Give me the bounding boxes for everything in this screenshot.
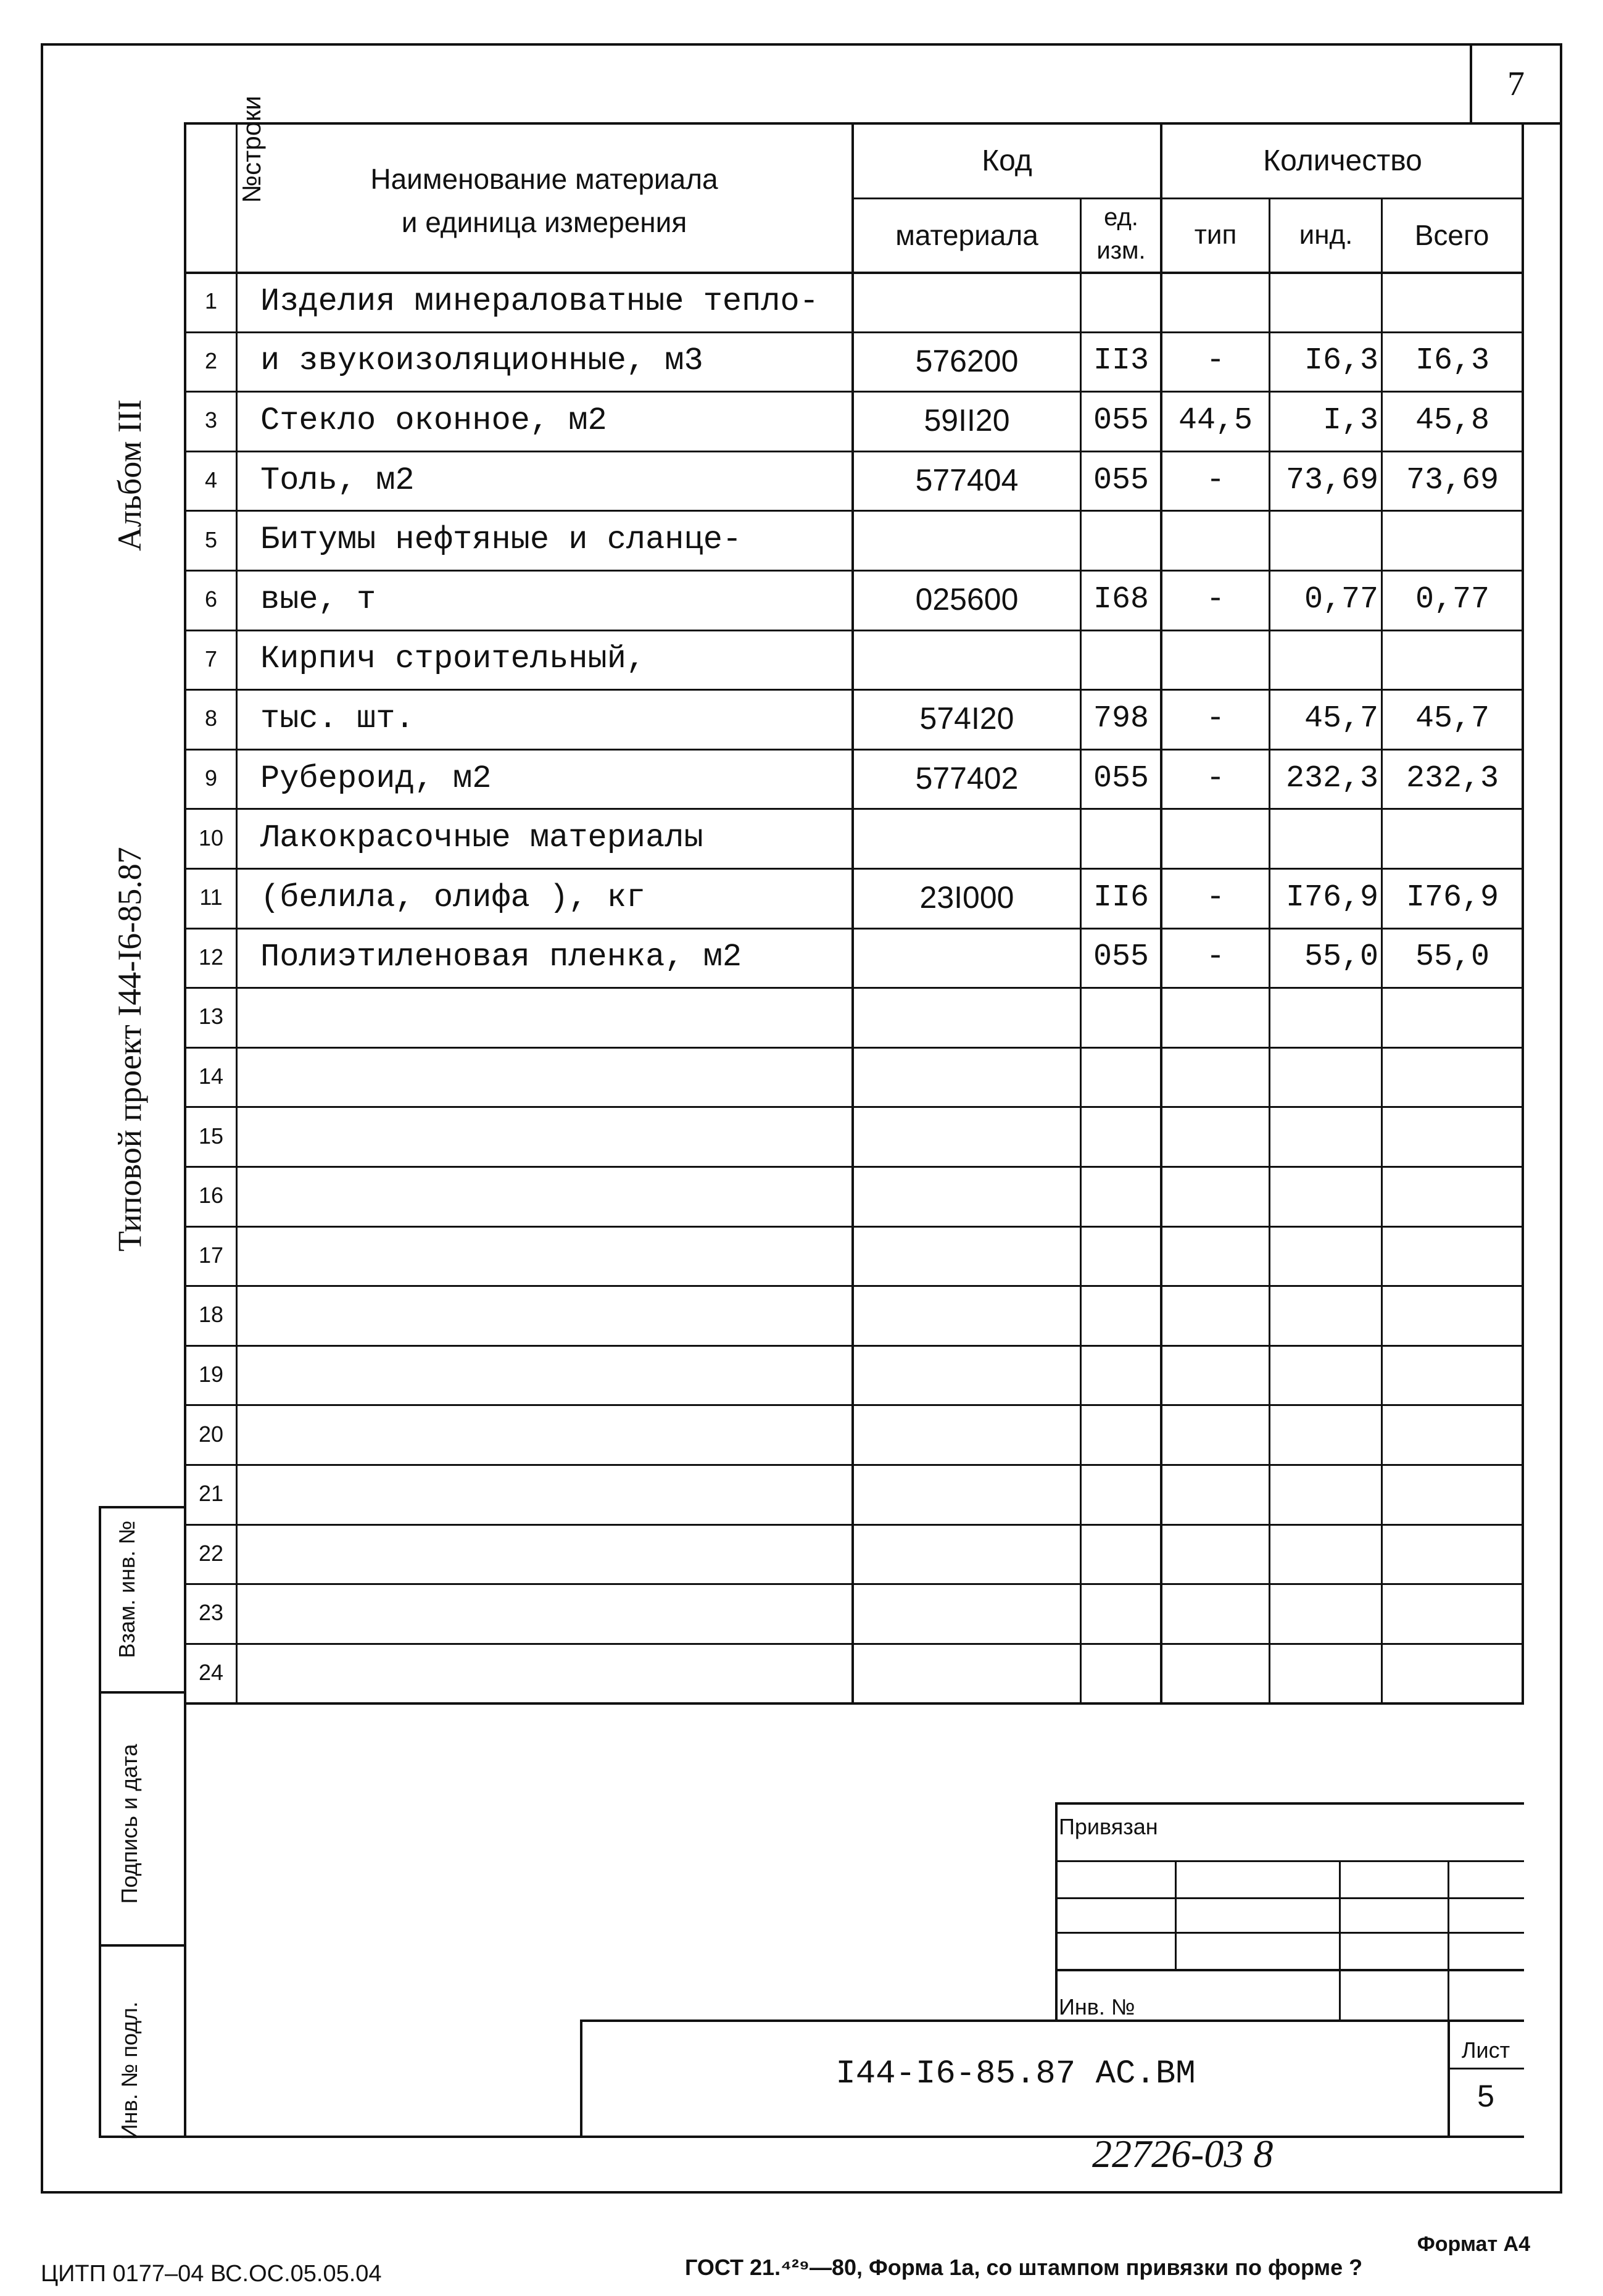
material-code — [854, 808, 1080, 868]
material-code — [854, 630, 1080, 689]
material-name — [260, 1166, 849, 1226]
unit-code — [1082, 1583, 1160, 1643]
qty-ind: 232,3 — [1285, 760, 1378, 796]
header-unit-1: ед. — [1104, 203, 1138, 231]
row-number: 9 — [204, 765, 218, 791]
qty-type: - — [1206, 701, 1225, 736]
material-code: 23I000 — [919, 880, 1014, 915]
material-code — [854, 1047, 1080, 1107]
qty-total — [1383, 1285, 1522, 1345]
qty-type — [1162, 1106, 1269, 1166]
qty-type — [1162, 1166, 1269, 1226]
material-name: Кирпич строительный, — [260, 641, 646, 678]
qty-ind — [1271, 1285, 1382, 1345]
qty-total — [1383, 1226, 1522, 1286]
header-type: тип — [1194, 220, 1237, 250]
qty-type — [1162, 1404, 1269, 1464]
qty-type: - — [1206, 939, 1225, 975]
unit-code — [1082, 1345, 1160, 1405]
footer-right: ГОСТ 21.⁴²⁹—80, Форма 1а, со штампом привязки по форме ? — [685, 2255, 1363, 2280]
material-code: 576200 — [915, 343, 1019, 378]
qty-total — [1383, 1464, 1522, 1524]
qty-ind: I,3 — [1322, 402, 1378, 438]
qty-ind — [1271, 1583, 1382, 1643]
row-number: 7 — [204, 646, 218, 672]
unit-code — [1082, 272, 1160, 331]
qty-type — [1162, 1345, 1269, 1405]
qty-total — [1383, 808, 1522, 868]
qty-total — [1383, 1047, 1522, 1107]
qty-type — [1162, 1464, 1269, 1524]
qty-ind: 45,7 — [1304, 701, 1378, 736]
qty-type — [1162, 1643, 1269, 1703]
unit-code: 055 — [1093, 939, 1149, 975]
unit-code: II3 — [1093, 343, 1149, 379]
header-name-line1: Наименование материала — [370, 163, 718, 195]
material-code — [854, 1166, 1080, 1226]
row-number: 10 — [198, 825, 224, 851]
unit-code — [1082, 510, 1160, 570]
material-name — [260, 1345, 849, 1405]
row-number: 3 — [204, 407, 218, 433]
material-code — [854, 987, 1080, 1047]
qty-type: - — [1206, 462, 1225, 498]
sheet-number: 5 — [1477, 2079, 1494, 2113]
material-name: Битумы нефтяные и сланце- — [260, 522, 742, 559]
frame-top — [41, 43, 1562, 46]
unit-code: 055 — [1093, 760, 1149, 796]
material-name — [260, 1226, 849, 1286]
qty-type: - — [1206, 760, 1225, 796]
row-number: 21 — [198, 1481, 224, 1507]
material-code: 577402 — [915, 761, 1019, 796]
material-name: вые, т — [260, 581, 376, 618]
frame-bottom — [41, 2191, 1562, 2194]
qty-ind — [1271, 510, 1382, 570]
qty-total — [1383, 1583, 1522, 1643]
material-code — [854, 1464, 1080, 1524]
frame-left — [41, 43, 43, 2194]
qty-type — [1162, 1285, 1269, 1345]
stamp-vzam: Взам. инв. № — [114, 1520, 139, 1658]
qty-ind: 55,0 — [1304, 939, 1378, 975]
row-number: 14 — [198, 1063, 224, 1089]
unit-code: 055 — [1093, 462, 1149, 498]
row-number: 16 — [198, 1183, 224, 1208]
qty-ind — [1271, 1106, 1382, 1166]
material-name: Полиэтиленовая пленка, м2 — [260, 939, 742, 976]
stamp-podpis: Подпись и дата — [117, 1744, 142, 1904]
unit-code — [1082, 1166, 1160, 1226]
material-name: Рубероид, м2 — [260, 760, 492, 797]
unit-code — [1082, 1524, 1160, 1584]
qty-type: - — [1206, 581, 1225, 617]
qty-ind — [1271, 1464, 1382, 1524]
material-code: 574I20 — [919, 701, 1014, 736]
qty-total: 45,8 — [1415, 402, 1490, 438]
qty-type — [1162, 1047, 1269, 1107]
row-number: 15 — [198, 1123, 224, 1149]
qty-type — [1162, 987, 1269, 1047]
handwritten-number: 22726-03 8 — [1092, 2132, 1274, 2176]
project-caption: Типовой проект I44-I6-85.87 — [111, 847, 148, 1252]
material-name — [260, 1047, 849, 1107]
unit-code: I68 — [1093, 581, 1149, 617]
row-number: 2 — [204, 347, 218, 373]
unit-code: II6 — [1093, 880, 1149, 915]
material-code: 59II20 — [924, 403, 1010, 438]
row-number: 12 — [198, 944, 224, 970]
qty-ind: 73,69 — [1285, 462, 1378, 498]
header-code: Код — [982, 144, 1032, 177]
unit-code — [1082, 808, 1160, 868]
binding-privyazan: Привязан — [1059, 1814, 1158, 1839]
album-caption: Альбом III — [111, 399, 148, 551]
qty-total — [1383, 510, 1522, 570]
material-code: 577404 — [915, 463, 1019, 498]
qty-total: I6,3 — [1415, 343, 1490, 379]
unit-code — [1082, 1047, 1160, 1107]
qty-type — [1162, 272, 1269, 331]
format-label: Формат А4 — [1417, 2232, 1530, 2256]
qty-type — [1162, 1524, 1269, 1584]
row-number: 19 — [198, 1362, 224, 1387]
header-row-no: №строки — [237, 96, 266, 203]
qty-total — [1383, 1106, 1522, 1166]
qty-total: 73,69 — [1406, 462, 1499, 498]
row-number: 24 — [198, 1660, 224, 1686]
material-name — [260, 987, 849, 1047]
material-code: 025600 — [915, 582, 1019, 617]
header-qty: Количество — [1263, 144, 1422, 177]
qty-total: 45,7 — [1415, 701, 1490, 736]
row-number: 22 — [198, 1540, 224, 1566]
qty-type: - — [1206, 880, 1225, 915]
qty-total — [1383, 1524, 1522, 1584]
unit-code — [1082, 630, 1160, 689]
material-name — [260, 1643, 849, 1703]
row-number: 4 — [204, 467, 218, 493]
row-number: 18 — [198, 1302, 224, 1328]
unit-code — [1082, 987, 1160, 1047]
stamp-inv-podl: Инв. № подл. — [117, 2001, 142, 2140]
material-code — [854, 1404, 1080, 1464]
header-total: Всего — [1414, 219, 1489, 251]
material-code — [854, 272, 1080, 331]
material-code — [854, 1226, 1080, 1286]
qty-ind — [1271, 1166, 1382, 1226]
qty-ind — [1271, 272, 1382, 331]
qty-ind — [1271, 987, 1382, 1047]
qty-ind — [1271, 630, 1382, 689]
unit-code: 798 — [1093, 701, 1149, 736]
material-name: (белила, олифа ), кг — [260, 879, 646, 916]
unit-code — [1082, 1285, 1160, 1345]
qty-type — [1162, 1226, 1269, 1286]
row-number: 8 — [204, 705, 218, 731]
doc-code: I44-I6-85.87 АС.ВМ — [835, 2055, 1196, 2093]
qty-total: 55,0 — [1415, 939, 1490, 975]
header-name-line2: и единица измерения — [401, 206, 687, 238]
material-name — [260, 1285, 849, 1345]
qty-ind — [1271, 1404, 1382, 1464]
material-name — [260, 1583, 849, 1643]
row-number: 5 — [204, 526, 218, 552]
qty-total — [1383, 1404, 1522, 1464]
qty-total — [1383, 1345, 1522, 1405]
qty-type — [1162, 630, 1269, 689]
material-code — [854, 1643, 1080, 1703]
qty-total — [1383, 630, 1522, 689]
material-name: и звукоизоляционные, м3 — [260, 343, 703, 380]
qty-ind — [1271, 1047, 1382, 1107]
qty-ind — [1271, 1345, 1382, 1405]
qty-total — [1383, 1166, 1522, 1226]
row-number: 6 — [204, 586, 218, 612]
unit-code: 055 — [1093, 402, 1149, 438]
qty-ind: I6,3 — [1304, 343, 1378, 379]
unit-code — [1082, 1106, 1160, 1166]
qty-total — [1383, 987, 1522, 1047]
qty-total: 0,77 — [1415, 581, 1490, 617]
qty-total: 232,3 — [1406, 760, 1499, 796]
material-name: Лакокрасочные материалы — [260, 820, 703, 857]
row-number: 17 — [198, 1242, 224, 1268]
material-name — [260, 1524, 849, 1584]
qty-ind — [1271, 1226, 1382, 1286]
material-code — [854, 1524, 1080, 1584]
material-code — [854, 1285, 1080, 1345]
qty-ind — [1271, 808, 1382, 868]
qty-total — [1383, 1643, 1522, 1703]
qty-ind: I76,9 — [1285, 880, 1378, 915]
material-code — [854, 1106, 1080, 1166]
qty-type — [1162, 1583, 1269, 1643]
material-code — [854, 928, 1080, 988]
unit-code — [1082, 1404, 1160, 1464]
header-material: материала — [895, 219, 1038, 251]
material-name — [260, 1464, 849, 1524]
qty-ind — [1271, 1643, 1382, 1703]
row-number: 11 — [199, 884, 223, 910]
material-name — [260, 1404, 849, 1464]
qty-ind — [1271, 1524, 1382, 1584]
qty-type — [1162, 510, 1269, 570]
qty-ind: 0,77 — [1304, 581, 1378, 617]
material-code — [854, 1345, 1080, 1405]
unit-code — [1082, 1226, 1160, 1286]
unit-code — [1082, 1643, 1160, 1703]
qty-total — [1383, 272, 1522, 331]
qty-type: - — [1206, 343, 1225, 379]
material-name — [260, 1106, 849, 1166]
page-number: 7 — [1507, 65, 1525, 103]
material-name: Изделия минераловатные тепло- — [260, 283, 819, 320]
header-unit-2: изм. — [1096, 236, 1146, 264]
material-code — [854, 510, 1080, 570]
qty-type: 44,5 — [1178, 402, 1253, 438]
footer-left: ЦИТП 0177–04 ВС.ОС.05.05.04 — [41, 2260, 382, 2287]
row-number: 13 — [198, 1004, 224, 1029]
material-code — [854, 1583, 1080, 1643]
frame-right — [1560, 43, 1562, 2194]
row-number: 1 — [204, 288, 218, 314]
unit-code — [1082, 1464, 1160, 1524]
row-number: 20 — [198, 1421, 224, 1447]
qty-type — [1162, 808, 1269, 868]
qty-total: I76,9 — [1406, 880, 1499, 915]
header-ind: инд. — [1299, 220, 1353, 250]
row-number: 23 — [198, 1600, 224, 1626]
sheet-label: Лист — [1461, 2037, 1510, 2063]
material-name: Стекло оконное, м2 — [260, 402, 607, 439]
material-name: Толь, м2 — [260, 462, 415, 499]
material-name: тыс. шт. — [260, 700, 415, 737]
binding-inv-no: Инв. № — [1059, 1994, 1135, 2019]
